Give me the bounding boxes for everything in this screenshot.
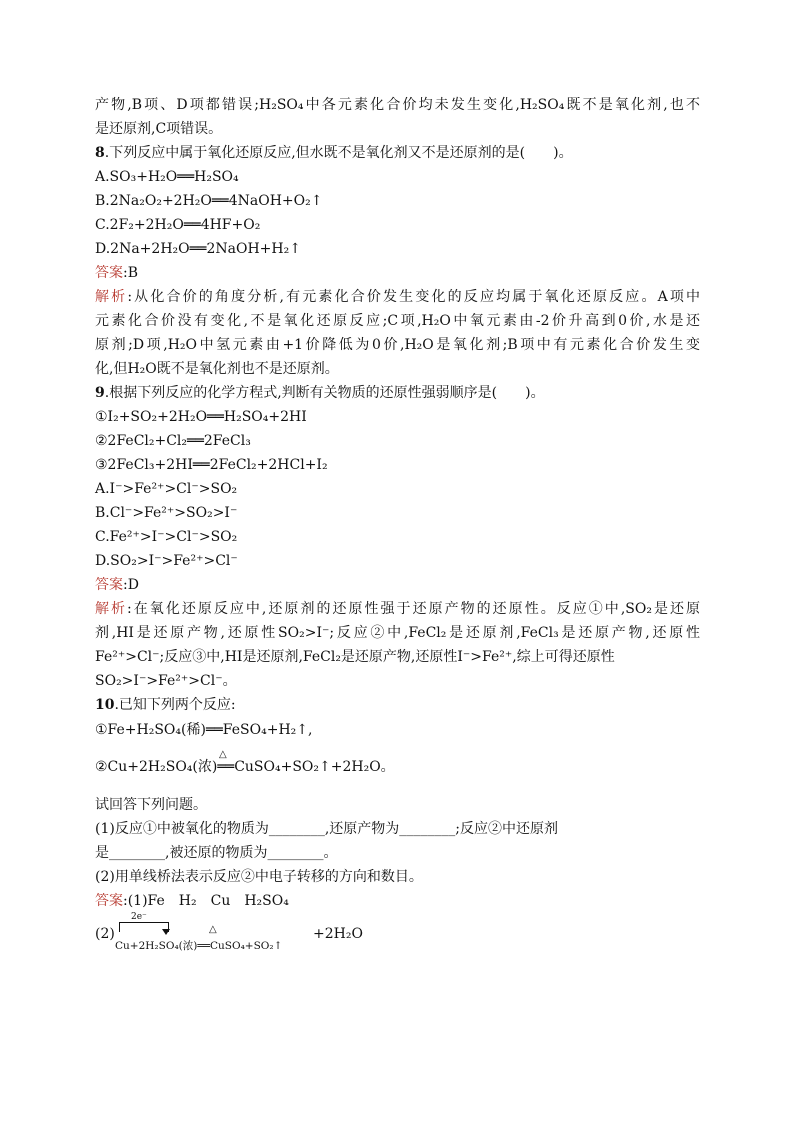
line-text: 化,但H₂O既不是氧化剂也不是还原剂。 [95,361,339,377]
line-text: 是________,被还原的物质为________。 [95,845,338,861]
option-text: A.SO₃+H₂O══H₂SO₄ [95,169,239,185]
heat-symbol: △ [209,924,217,935]
text-line [95,670,237,692]
question-text: .根据下列反应的化学方程式,判断有关物质的还原性强弱顺序是( )。 [104,385,545,401]
explanation-label: 解析 [95,289,128,305]
question-8 [95,142,573,164]
line-text: SO₂>I⁻>Fe²⁺>Cl⁻。 [95,673,237,689]
question-number: 9 [95,385,105,401]
reaction-text: ②2FeCl₂+Cl₂══2FeCl₃ [95,433,251,449]
option-b [95,502,237,524]
text-line [95,94,700,116]
answer-text: :D [123,577,139,593]
option-text: B.2Na₂O₂+2H₂O══4NaOH+O₂↑ [95,193,323,209]
question-text: .下列反应中属于氧化还原反应,但水既不是氧化剂又不是还原剂的是( )。 [104,145,573,161]
reaction-text: ①I₂+SO₂+2H₂O══H₂SO₄+2HI [95,409,307,425]
single-bridge-diagram [95,914,395,958]
reaction-line [95,430,251,452]
reaction-text: ③2FeCl₃+2HI══2FeCl₂+2HCl+I₂ [95,457,328,473]
option-d [95,550,238,572]
question-number: 10 [95,697,115,713]
text-line [95,358,339,380]
line-text: (2)用单线桥法表示反应②中电子转移的方向和数目。 [95,869,423,885]
reaction-text: ①Fe+H₂SO₄(稀)══FeSO₄+H₂↑, [95,722,313,738]
explanation-label: 解析 [95,601,128,617]
text-line [95,118,222,140]
text-line [95,334,700,356]
option-text: C.Fe²⁺>I⁻>Cl⁻>SO₂ [95,529,238,545]
option-a [95,166,239,188]
option-text: A.I⁻>Fe²⁺>Cl⁻>SO₂ [95,481,238,497]
explanation-line [95,286,700,308]
formula-suffix: +2H₂O [313,926,363,942]
text-line [95,310,700,332]
option-b [95,190,322,212]
option-text: D.2Na+2H₂O══2NaOH+H₂↑ [95,241,301,257]
reaction-line [95,749,395,778]
line-text: 产物,B项、D项都错误;H₂SO₄中各元素化合价均未发生变化,H₂SO₄既不是氧化剂,也不 [95,97,700,113]
line-text: (1)反应①中被氧化的物质为________,还原产物为________;反应②中还原剂 [95,821,558,837]
answer-line [95,890,289,912]
text-line [95,646,615,668]
option-text: D.SO₂>I⁻>Fe²⁺>Cl⁻ [95,553,238,569]
explanation-text: :从化合价的角度分析,有元素化合价发生变化的反应均属于氧化还原反应。A项中 [127,289,701,305]
text-line [95,622,700,644]
line-text: Fe²⁺>Cl⁻;反应③中,HI是还原剂,FeCl₂是还原产物,还原性I⁻>Fe²⁺,综上可得还原性 [95,649,615,665]
line-text: 剂,HI是还原产物,还原性SO₂>I⁻;反应②中,FeCl₂是还原剂,FeCl₃是还原产物,还原性 [95,625,700,641]
answer-text: :B [123,265,139,281]
line-text: 原剂;D项,H₂O中氢元素由+1价降低为0价,H₂O是氧化剂;B项中有元素化合价发生变 [95,337,700,353]
line-text: 元素化合价没有变化,不是氧化还原反应;C项,H₂O中氧元素由-2价升高到0价,水是还 [95,313,700,329]
option-text: C.2F₂+2H₂O══4HF+O₂ [95,217,261,233]
bridge-formula: Cu+2H₂SO₄(浓)══CuSO₄+SO₂↑ [115,940,283,952]
answer-line [95,574,139,596]
reaction-text: ②Cu+2H₂SO₄(浓)══CuSO₄+SO₂↑+2H₂O。 [95,759,395,775]
question-9 [95,382,545,404]
answer-line [95,262,138,284]
part-label: (2) [95,926,115,942]
answer-label: 答案 [95,893,123,909]
reaction-line [95,406,307,428]
text-line [95,866,423,888]
heat-symbol: △ [219,749,227,760]
option-c [95,214,260,236]
explanation-text: :在氧化还原反应中,还原剂的还原性强于还原产物的还原性。反应①中,SO₂是还原 [127,601,701,617]
line-text: 试回答下列问题。 [95,797,207,813]
option-d [95,238,301,260]
text-line [95,794,207,816]
question-text: .已知下列两个反应: [114,697,236,713]
question-10 [95,694,236,716]
fill-blank-line [95,818,558,840]
electron-count: 2e⁻ [131,912,147,922]
answer-text: :(1)Fe H₂ Cu H₂SO₄ [123,893,289,909]
bridge-arrow-head [162,929,170,935]
option-text: B.Cl⁻>Fe²⁺>SO₂>I⁻ [95,505,238,521]
line-text: 是还原剂,C项错误。 [95,121,223,137]
option-c [95,526,237,548]
explanation-line [95,598,700,620]
option-a [95,478,237,500]
question-number: 8 [95,145,105,161]
reaction-line [95,719,312,741]
fill-blank-line [95,842,337,864]
answer-label: 答案 [95,577,123,593]
answer-label: 答案 [95,265,123,281]
reaction-line [95,454,328,476]
